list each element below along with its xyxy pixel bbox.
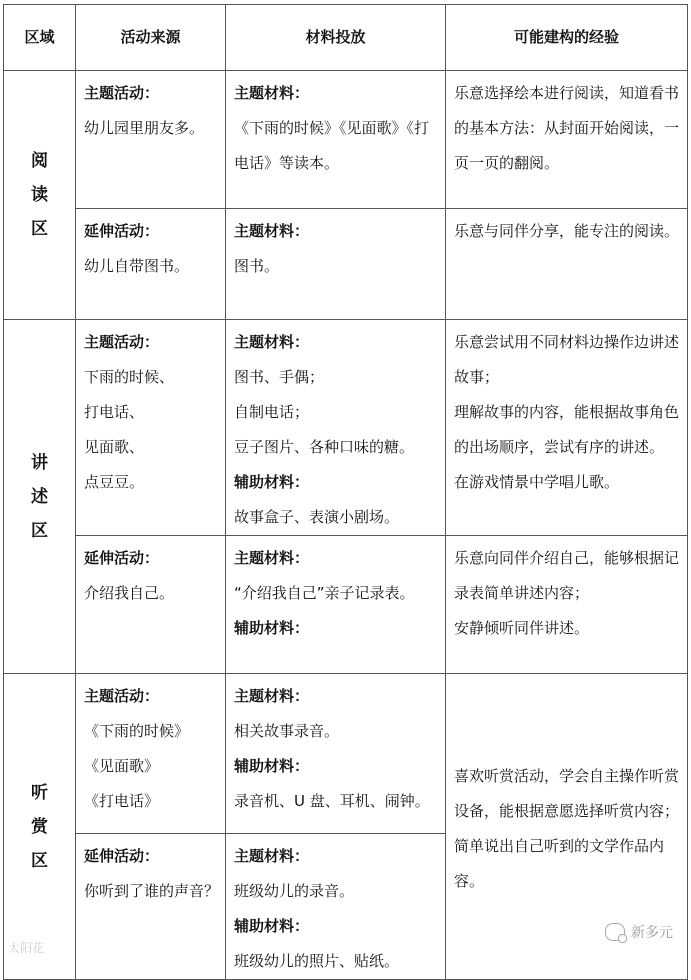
header-experience: 可能建构的经验 — [446, 5, 688, 71]
table-row — [4, 320, 688, 536]
header-area: 区域 — [4, 5, 76, 71]
experience-cell: 乐意尝试用不同材料边操作边讲述故事； 理解故事的内容，能根据故事角色的出场顺序，尝试有序的讲述。 在游戏情景中学唱儿歌。 — [446, 320, 688, 536]
area-listening: 听 赏 区 — [4, 674, 76, 980]
table-row — [4, 71, 688, 209]
watermark-right: 新多元 — [605, 922, 673, 942]
source-cell: 延伸活动： 介绍我自己。 — [76, 536, 226, 674]
source-cell: 主题活动： 幼儿园里朋友多。 — [76, 71, 226, 209]
header-source: 活动来源 — [76, 5, 226, 71]
activity-table — [3, 4, 688, 980]
source-cell: 延伸活动： 幼儿自带图书。 — [76, 209, 226, 320]
table-row — [4, 674, 688, 834]
source-cell: 延伸活动： 你听到了谁的声音？ — [76, 834, 226, 980]
source-cell: 主题活动： 下雨的时候、 打电话、 见面歌、 点豆豆。 — [76, 320, 226, 536]
header-material: 材料投放 — [226, 5, 446, 71]
area-telling: 讲 述 区 — [4, 320, 76, 674]
experience-cell: 乐意与同伴分享，能专注的阅读。 — [446, 209, 688, 320]
header-row — [4, 5, 688, 71]
experience-cell: 乐意选择绘本进行阅读，知道看书的基本方法：从封面开始阅读，一页一页的翻阅。 — [446, 71, 688, 209]
table-row — [4, 209, 688, 320]
material-cell: 主题材料： “介绍我自己”亲子记录表。 辅助材料： — [226, 536, 446, 674]
wechat-icon — [605, 923, 625, 941]
source-cell: 主题活动： 《下雨的时候》 《见面歌》 《打电话》 — [76, 674, 226, 834]
experience-cell: 喜欢听赏活动，学会自主操作听赏设备，能根据意愿选择听赏内容； 简单说出自己听到的文学作品内容。 — [446, 674, 688, 980]
material-cell: 主题材料： 图书。 — [226, 209, 446, 320]
material-cell: 主题材料： 相关故事录音。 辅助材料： 录音机、U 盘、耳机、闹钟。 — [226, 674, 446, 834]
material-cell: 主题材料： 图书、手偶； 自制电话； 豆子图片、各种口味的糖。 辅助材料： 故事盒子、表演小剧场。 — [226, 320, 446, 536]
material-cell: 主题材料： 班级幼儿的录音。 辅助材料： 班级幼儿的照片、贴纸。 — [226, 834, 446, 980]
area-reading: 阅 读 区 — [4, 71, 76, 320]
material-cell: 主题材料： 《下雨的时候》《见面歌》《打电话》等读本。 — [226, 71, 446, 209]
experience-cell: 乐意向同伴介绍自己，能够根据记录表简单讲述内容； 安静倾听同伴讲述。 — [446, 536, 688, 674]
table-row — [4, 536, 688, 674]
watermark-left: 太阳花 — [8, 941, 45, 955]
